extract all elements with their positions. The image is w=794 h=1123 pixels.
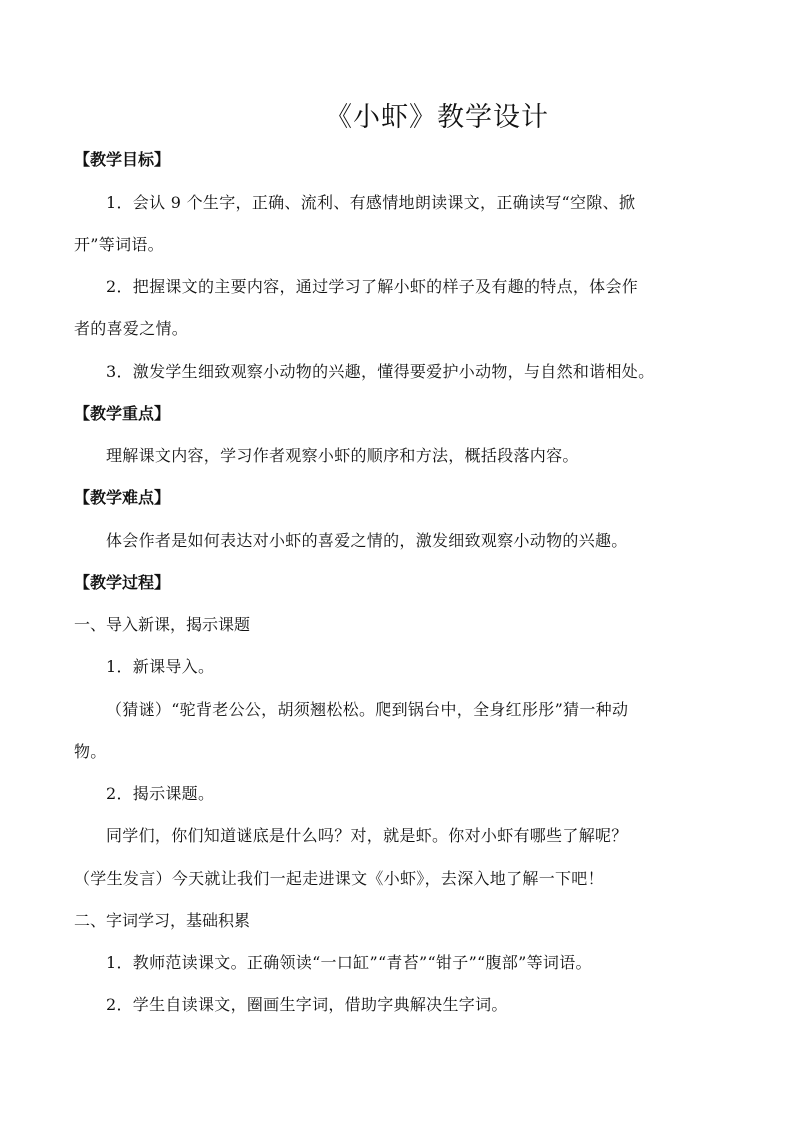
process-heading: 【教学过程】 [74, 573, 171, 592]
part-1-step-1: 1．新课导入。 [106, 657, 215, 676]
reveal-line-2: （学生发言）今天就让我们一起走进课文《小虾》，去深入地了解一下吧！ [74, 869, 604, 888]
document-title: 《小虾》教学设计 [325, 102, 549, 133]
goal-2-line-2: 者的喜爱之情。 [74, 319, 189, 338]
part-2-step-2: 2．学生自读课文，圈画生字词，借助字典解决生字词。 [106, 995, 508, 1014]
goal-1-line-2: 开”等词语。 [74, 235, 164, 254]
goal-2-line-1: 2．把握课文的主要内容，通过学习了解小虾的样子及有趣的特点，体会作 [106, 277, 639, 296]
key-points-heading: 【教学重点】 [74, 404, 171, 423]
part-1-title: 一、导入新课，揭示课题 [74, 615, 251, 634]
difficulties-text: 体会作者是如何表达对小虾的喜爱之情的，激发细致观察小动物的兴趣。 [106, 531, 628, 550]
riddle-line-2: 物。 [74, 742, 107, 761]
key-points-text: 理解课文内容，学习作者观察小虾的顺序和方法，概括段落内容。 [106, 446, 579, 465]
riddle-line-1: （猜谜）“驼背老公公，胡须翘松松。爬到锅台中，全身红彤彤”猜一种动 [106, 700, 629, 719]
goal-3: 3．激发学生细致观察小动物的兴趣，懂得要爱护小动物，与自然和谐相处。 [106, 362, 655, 381]
goal-1-line-1: 1．会认 9 个生字，正确、流利、有感情地朗读课文，正确读写“空隙、掀 [106, 193, 636, 212]
difficulties-heading: 【教学难点】 [74, 488, 171, 507]
reveal-line-1: 同学们，你们知道谜底是什么吗？对，就是虾。你对小虾有哪些了解呢？ [106, 826, 628, 845]
part-2-title: 二、字词学习，基础积累 [74, 911, 251, 930]
goals-heading: 【教学目标】 [74, 150, 171, 169]
part-1-step-2: 2．揭示课题。 [106, 784, 215, 803]
part-2-step-1: 1．教师范读课文。正确领读“一口缸”“青苔”“钳子”“腹部”等词语。 [106, 953, 592, 972]
